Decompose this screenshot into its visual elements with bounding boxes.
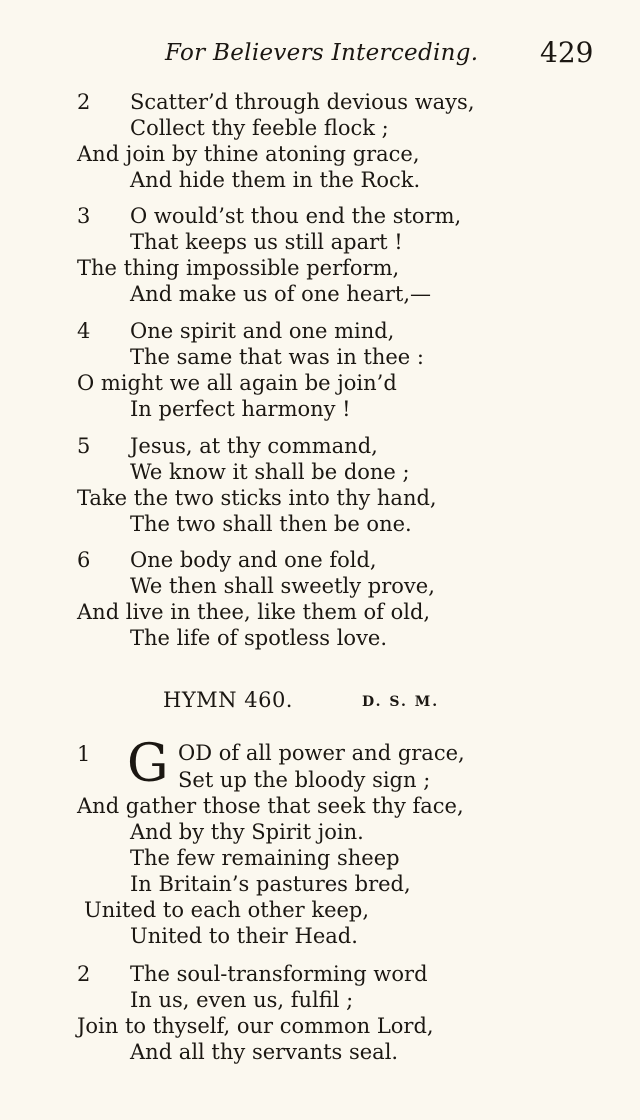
- verse-line: One spirit and one mind,: [130, 319, 395, 343]
- drop-cap: G: [127, 734, 169, 794]
- verse-line: The soul-transforming word: [130, 962, 428, 986]
- page-number: 429: [540, 36, 594, 69]
- verse-line: In us, even us, fulfil ;: [130, 988, 354, 1012]
- running-title: For Believers Interceding.: [165, 40, 479, 66]
- stanza-number: 6: [77, 548, 91, 572]
- verse-line: And by thy Spirit join.: [130, 820, 364, 844]
- verse-line: And make us of one heart,—: [130, 282, 432, 306]
- verse-line: O would’st thou end the storm,: [130, 204, 462, 228]
- verse-line: The thing impossible perform,: [77, 256, 400, 280]
- verse-line: United to each other keep,: [84, 898, 370, 922]
- verse-line: Join to thyself, our common Lord,: [77, 1014, 434, 1038]
- verse-line: And hide them in the Rock.: [130, 168, 421, 192]
- verse-line: And all thy servants seal.: [130, 1040, 399, 1064]
- verse-line: The two shall then be one.: [130, 512, 412, 536]
- verse-line: OD of all power and grace,: [178, 741, 465, 765]
- verse-line: O might we all again be join’d: [77, 371, 397, 395]
- stanza-number: 4: [77, 319, 91, 343]
- verse-line: That keeps us still apart !: [130, 230, 403, 254]
- verse-line: In perfect harmony !: [130, 397, 351, 421]
- stanza-number: 1: [77, 742, 91, 766]
- stanza-number: 3: [77, 204, 91, 228]
- stanza-number: 5: [77, 434, 91, 458]
- verse-line: And gather those that seek thy face,: [77, 794, 464, 818]
- verse-line: United to their Head.: [130, 924, 358, 948]
- verse-line: In Britain’s pastures bred,: [130, 872, 411, 896]
- stanza-number: 2: [77, 90, 91, 114]
- verse-line: The same that was in thee :: [130, 345, 424, 369]
- verse-line: And join by thine atoning grace,: [77, 142, 420, 166]
- verse-line: Scatter’d through devious ways,: [130, 90, 475, 114]
- stanza-number: 2: [77, 962, 91, 986]
- verse-line: We know it shall be done ;: [130, 460, 410, 484]
- verse-line: We then shall sweetly prove,: [130, 574, 435, 598]
- verse-line: Set up the bloody sign ;: [178, 768, 431, 792]
- verse-line: The few remaining sheep: [130, 846, 400, 870]
- verse-line: One body and one fold,: [130, 548, 377, 572]
- hymn-heading: HYMN 460.: [163, 688, 293, 712]
- verse-line: And live in thee, like them of old,: [77, 600, 431, 624]
- verse-line: The life of spotless love.: [130, 626, 388, 650]
- verse-line: Collect thy feeble flock ;: [130, 116, 389, 140]
- verse-line: Jesus, at thy command,: [130, 434, 378, 458]
- verse-line: Take the two sticks into thy hand,: [77, 486, 437, 510]
- hymn-meter: D. S. M.: [362, 694, 440, 710]
